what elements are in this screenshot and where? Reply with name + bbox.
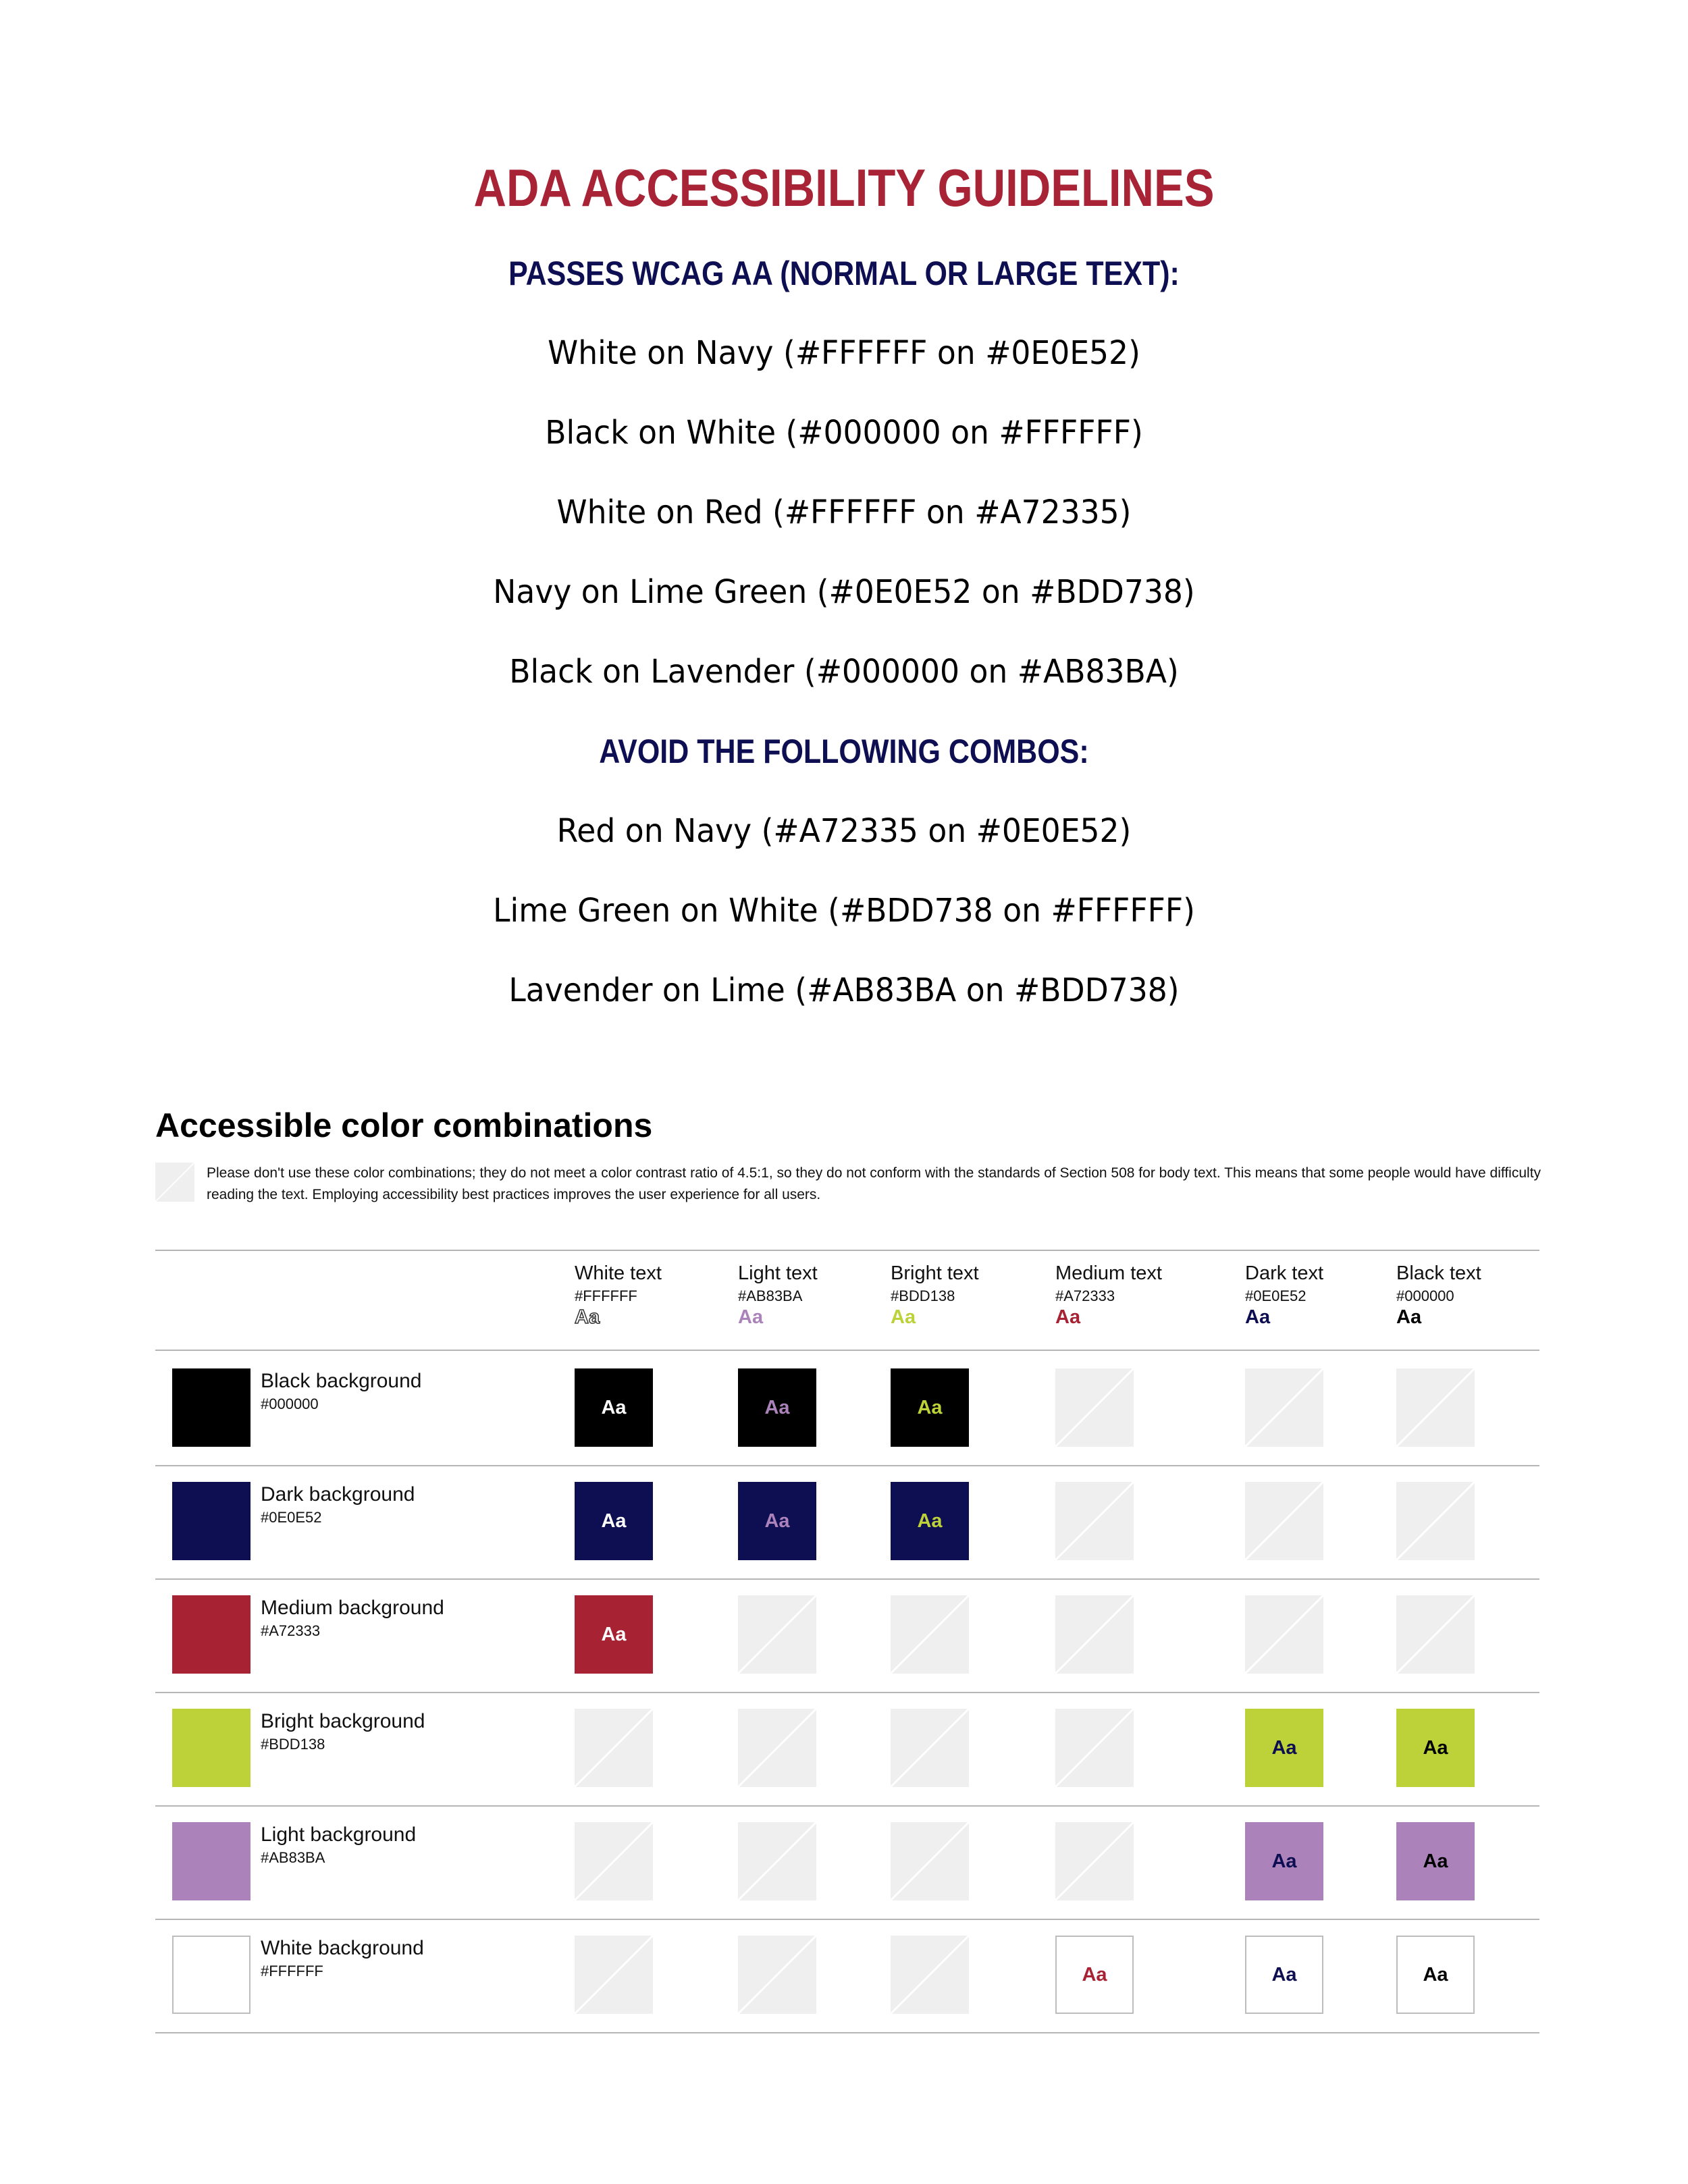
background-name: White background [261, 1937, 424, 1959]
column-header [738, 1260, 818, 1328]
passes-item: White on Navy (#FFFFFF on #0E0E52) [548, 334, 1140, 372]
inaccessible-combo-cell [738, 1595, 816, 1674]
column-header [1396, 1260, 1481, 1328]
background-name: Bright background [261, 1710, 425, 1732]
row-label [261, 1936, 424, 1981]
column-sample: Aa [1055, 1306, 1081, 1328]
column-hex: #BDD138 [891, 1287, 955, 1304]
avoid-item: Red on Navy (#A72335 on #0E0E52) [556, 812, 1132, 850]
inaccessible-combo-cell [1396, 1368, 1475, 1447]
background-hex: #A72333 [261, 1622, 321, 1639]
column-header [1055, 1260, 1162, 1328]
background-name: Black background [261, 1370, 422, 1392]
table-divider [155, 1578, 1539, 1580]
inaccessible-combo-cell [891, 1936, 969, 2014]
table-divider [155, 1919, 1539, 1920]
passes-item: Black on White (#000000 on #FFFFFF) [545, 414, 1143, 452]
inaccessible-combo-cell [575, 1709, 653, 1787]
inaccessible-combo-cell [1245, 1368, 1323, 1447]
inaccessible-combo-cell [1055, 1482, 1134, 1560]
background-hex: #BDD138 [261, 1736, 325, 1753]
accessible-combo-cell: Aa [738, 1368, 816, 1447]
passes-heading: PASSES WCAG AA (NORMAL OR LARGE TEXT): [508, 255, 1180, 292]
background-hex: #FFFFFF [261, 1963, 323, 1979]
guidelines-title: ADA ACCESSIBILITY GUIDELINES [473, 158, 1215, 217]
column-sample: Aa [1396, 1306, 1422, 1328]
table-divider [155, 1465, 1539, 1466]
accessible-combo-cell: Aa [891, 1482, 969, 1560]
inaccessible-combo-cell [1245, 1595, 1323, 1674]
table-divider [155, 1805, 1539, 1807]
inaccessible-combo-cell [891, 1822, 969, 1900]
column-hex: #AB83BA [738, 1287, 803, 1304]
inaccessible-combo-cell [1396, 1482, 1475, 1560]
column-name: Medium text [1055, 1262, 1162, 1284]
accessible-combo-cell: Aa [1245, 1936, 1323, 2014]
column-name: Dark text [1245, 1262, 1324, 1284]
not-accessible-icon [155, 1163, 194, 1202]
background-swatch [172, 1709, 250, 1787]
avoid-heading: AVOID THE FOLLOWING COMBOS: [599, 733, 1089, 770]
accessible-combo-cell: Aa [1396, 1709, 1475, 1787]
inaccessible-combo-cell [738, 1936, 816, 2014]
column-name: Light text [738, 1262, 818, 1284]
background-name: Dark background [261, 1483, 415, 1506]
column-name: Black text [1396, 1262, 1481, 1284]
table-divider [155, 1692, 1539, 1693]
combos-title: Accessible color combinations [155, 1107, 653, 1144]
table-divider [155, 2032, 1539, 2033]
table-divider [155, 1350, 1539, 1351]
row-label [261, 1709, 425, 1755]
accessible-combo-cell: Aa [1245, 1709, 1323, 1787]
column-sample: Aa [738, 1306, 764, 1328]
row-label [261, 1822, 416, 1868]
column-header [575, 1260, 662, 1328]
accessible-combo-cell: Aa [575, 1368, 653, 1447]
background-hex: #0E0E52 [261, 1509, 322, 1526]
column-header [891, 1260, 979, 1328]
passes-item: White on Red (#FFFFFF on #A72335) [556, 494, 1132, 531]
column-sample: Aa [575, 1306, 600, 1328]
background-swatch [172, 1482, 250, 1560]
accessible-combo-cell: Aa [1396, 1822, 1475, 1900]
inaccessible-combo-cell [575, 1822, 653, 1900]
column-sample: Aa [1245, 1306, 1271, 1328]
inaccessible-combo-cell [575, 1936, 653, 2014]
column-header [1245, 1260, 1323, 1328]
table-divider [155, 1250, 1539, 1251]
background-hex: #000000 [261, 1395, 319, 1412]
passes-item: Black on Lavender (#000000 on #AB83BA) [509, 653, 1179, 691]
inaccessible-combo-cell [738, 1709, 816, 1787]
avoid-item: Lime Green on White (#BDD738 on #FFFFFF) [493, 892, 1195, 930]
combos-note: Please don't use these color combinations; they do not meet a color contrast ratio of 4.5:1, so they do not conform with the standards of Section 508 for body text. This means that some people would have difficulty reading the text. Employing accessibility best practices improves the user experience for all users. [207, 1165, 1541, 1202]
background-name: Light background [261, 1823, 417, 1846]
background-swatch [172, 1368, 250, 1447]
column-name: White text [575, 1262, 662, 1284]
accessible-combo-cell: Aa [1396, 1936, 1475, 2014]
column-sample: Aa [891, 1306, 916, 1328]
inaccessible-combo-cell [1055, 1595, 1134, 1674]
accessible-combo-cell: Aa [1055, 1936, 1134, 2014]
avoid-item: Lavender on Lime (#AB83BA on #BDD738) [508, 971, 1180, 1009]
background-hex: #AB83BA [261, 1849, 325, 1866]
accessible-combo-cell: Aa [738, 1482, 816, 1560]
inaccessible-combo-cell [738, 1822, 816, 1900]
accessible-combo-cell: Aa [575, 1482, 653, 1560]
column-hex: #A72333 [1055, 1287, 1115, 1304]
column-hex: #0E0E52 [1245, 1287, 1307, 1304]
background-swatch [172, 1936, 250, 2014]
column-hex: #000000 [1396, 1287, 1454, 1304]
passes-item: Navy on Lime Green (#0E0E52 on #BDD738) [493, 573, 1195, 611]
accessible-combo-cell: Aa [1245, 1822, 1323, 1900]
inaccessible-combo-cell [891, 1709, 969, 1787]
inaccessible-combo-cell [1245, 1482, 1323, 1560]
accessible-combo-cell: Aa [891, 1368, 969, 1447]
inaccessible-combo-cell [1055, 1709, 1134, 1787]
inaccessible-combo-cell [1055, 1822, 1134, 1900]
background-name: Medium background [261, 1597, 444, 1619]
row-label [261, 1482, 415, 1528]
row-label [261, 1595, 444, 1641]
inaccessible-combo-cell [1055, 1368, 1134, 1447]
inaccessible-combo-cell [891, 1595, 969, 1674]
inaccessible-combo-cell [1396, 1595, 1475, 1674]
column-name: Bright text [891, 1262, 979, 1284]
background-swatch [172, 1595, 250, 1674]
accessible-combo-cell: Aa [575, 1595, 653, 1674]
row-label [261, 1368, 421, 1414]
column-hex: #FFFFFF [575, 1287, 637, 1304]
background-swatch [172, 1822, 250, 1900]
